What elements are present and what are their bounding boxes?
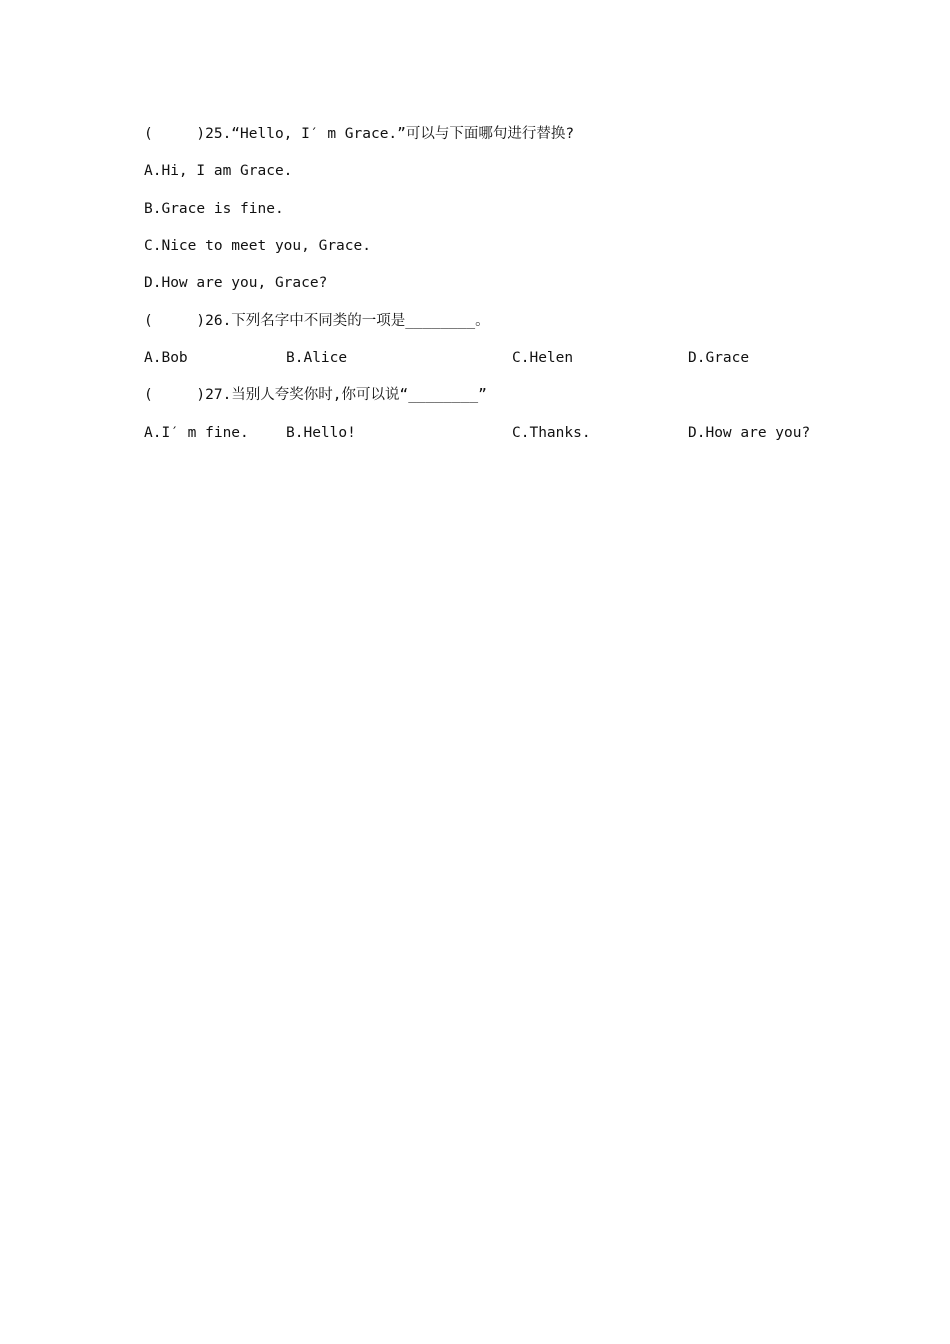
question-27-option-d: D.How are you? [688,425,811,441]
question-27-option-c: C.Thanks. [512,425,591,441]
question-26-option-c: C.Helen [512,350,574,366]
question-27-option-a: A.I′ m fine. [144,425,249,441]
question-26-option-a: A.Bob [144,350,188,366]
question-26-option-b: B.Alice [286,350,348,366]
question-27-option-b: B.Hello! [286,425,356,441]
question-25-option-d: D.How are you, Grace? [144,275,328,291]
question-27-stem: ( )27.当别人夸奖你时,你可以说“________” [144,387,487,403]
question-26-option-d: D.Grace [688,350,750,366]
question-25-stem: ( )25.“Hello, I′ m Grace.”可以与下面哪句进行替换? [144,126,575,142]
question-25-option-a: A.Hi, I am Grace. [144,163,293,179]
question-25-option-c: C.Nice to meet you, Grace. [144,238,371,254]
question-26-stem: ( )26.下列名字中不同类的一项是________。 [144,313,490,329]
question-25-option-b: B.Grace is fine. [144,201,284,217]
